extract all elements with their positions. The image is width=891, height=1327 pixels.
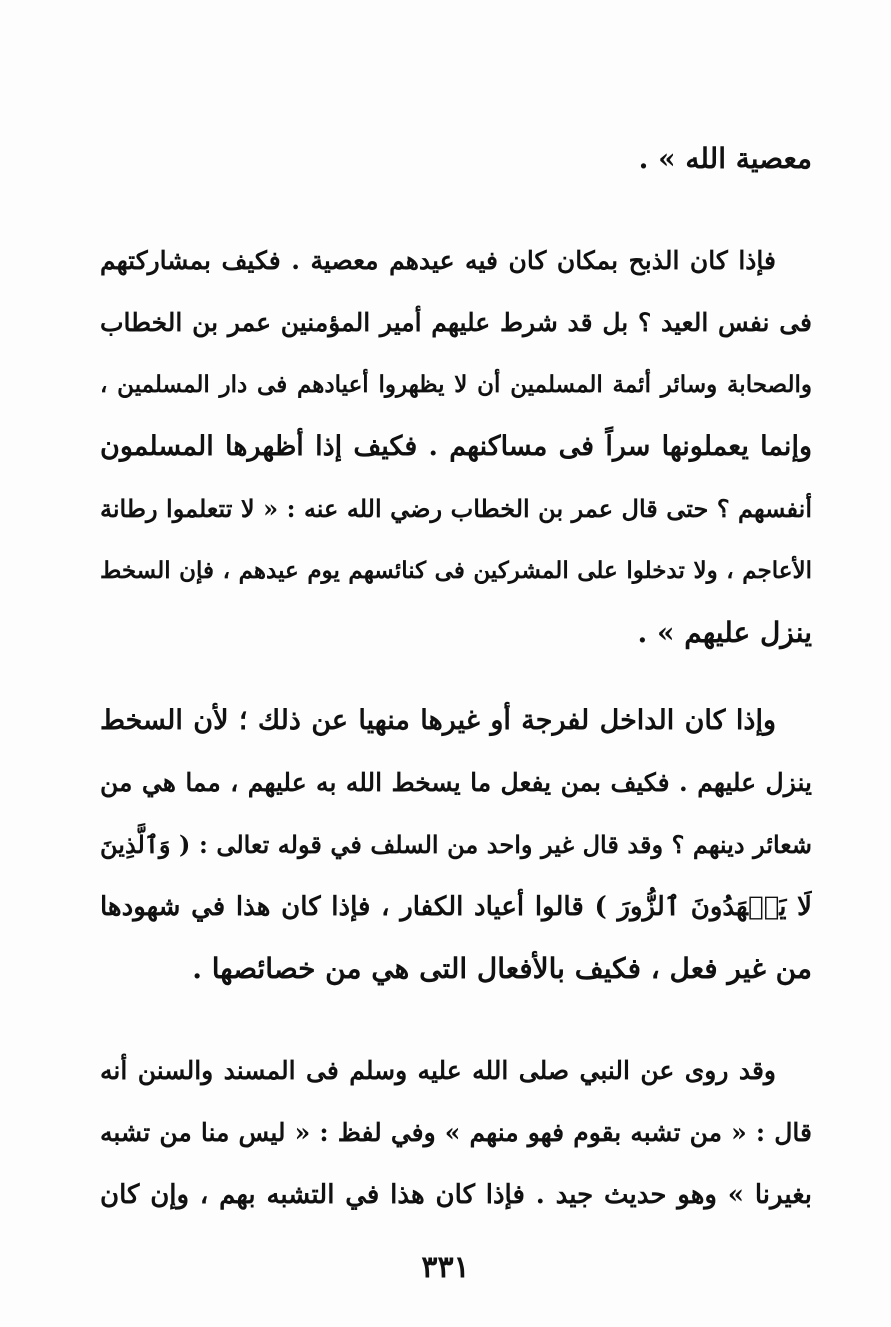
text-line: وإنما يعملونها سراً فى مساكنهم . فكيف إذا أظهرها المسلمون [100, 431, 812, 462]
page-number: ٣٣١ [421, 1250, 470, 1285]
text-line: فإذا كان الذبح بمكان كان فيه عيدهم معصية . فكيف بمشاركتهم [100, 246, 776, 275]
text-line: ينزل عليهم . فكيف بمن يفعل ما يسخط الله به عليهم ، مما هي من [100, 768, 812, 797]
text-line: بغيرنا » وهو حديث جيد . فإذا كان هذا في التشبه بهم ، وإن كان [100, 1180, 812, 1210]
paragraph-1 [100, 230, 812, 664]
paragraph-2 [100, 690, 812, 1000]
text-line: من غير فعل ، فكيف بالأفعال التى هي من خصائصها . [192, 952, 812, 985]
text-line: فى نفس العيد ؟ بل قد شرط عليهم أمير المؤمنين عمر بن الخطاب [100, 308, 812, 337]
paragraph-0 [100, 128, 812, 190]
text-line: لَا يَشۡهَدُونَ ٱلزُّورَ ) قالوا أعياد الكفار ، فإذا كان هذا في شهودها [100, 892, 812, 922]
text-line: الأعاجم ، ولا تدخلوا على المشركين فى كنائسهم يوم عيدهم ، فإن السخط [100, 557, 812, 584]
paragraph-3 [100, 1040, 812, 1226]
text-line: والصحابة وسائر أئمة المسلمين أن لا يظهروا أعيادهم فى دار المسلمين ، [100, 371, 812, 398]
text-line: ينزل عليهم » . [637, 616, 812, 649]
text-line: أنفسهم ؟ حتى قال عمر بن الخطاب رضي الله عنه : « لا تتعلموا رطانة [100, 494, 812, 523]
text-line: شعائر دينهم ؟ وقد قال غير واحد من السلف في قوله تعالى : ( وَٱلَّذِينَ [100, 830, 812, 859]
text-line: معصية الله » . [638, 142, 812, 175]
text-line: قال : « من تشبه بقوم فهو منهم » وفي لفظ : « ليس منا من تشبه [100, 1118, 812, 1147]
text-line: وقد روى عن النبي صلى الله عليه وسلم فى المسند والسنن أنه [100, 1056, 776, 1085]
text-line: وإذا كان الداخل لفرجة أو غيرها منهيا عن ذلك ؛ لأن السخط [100, 705, 776, 736]
